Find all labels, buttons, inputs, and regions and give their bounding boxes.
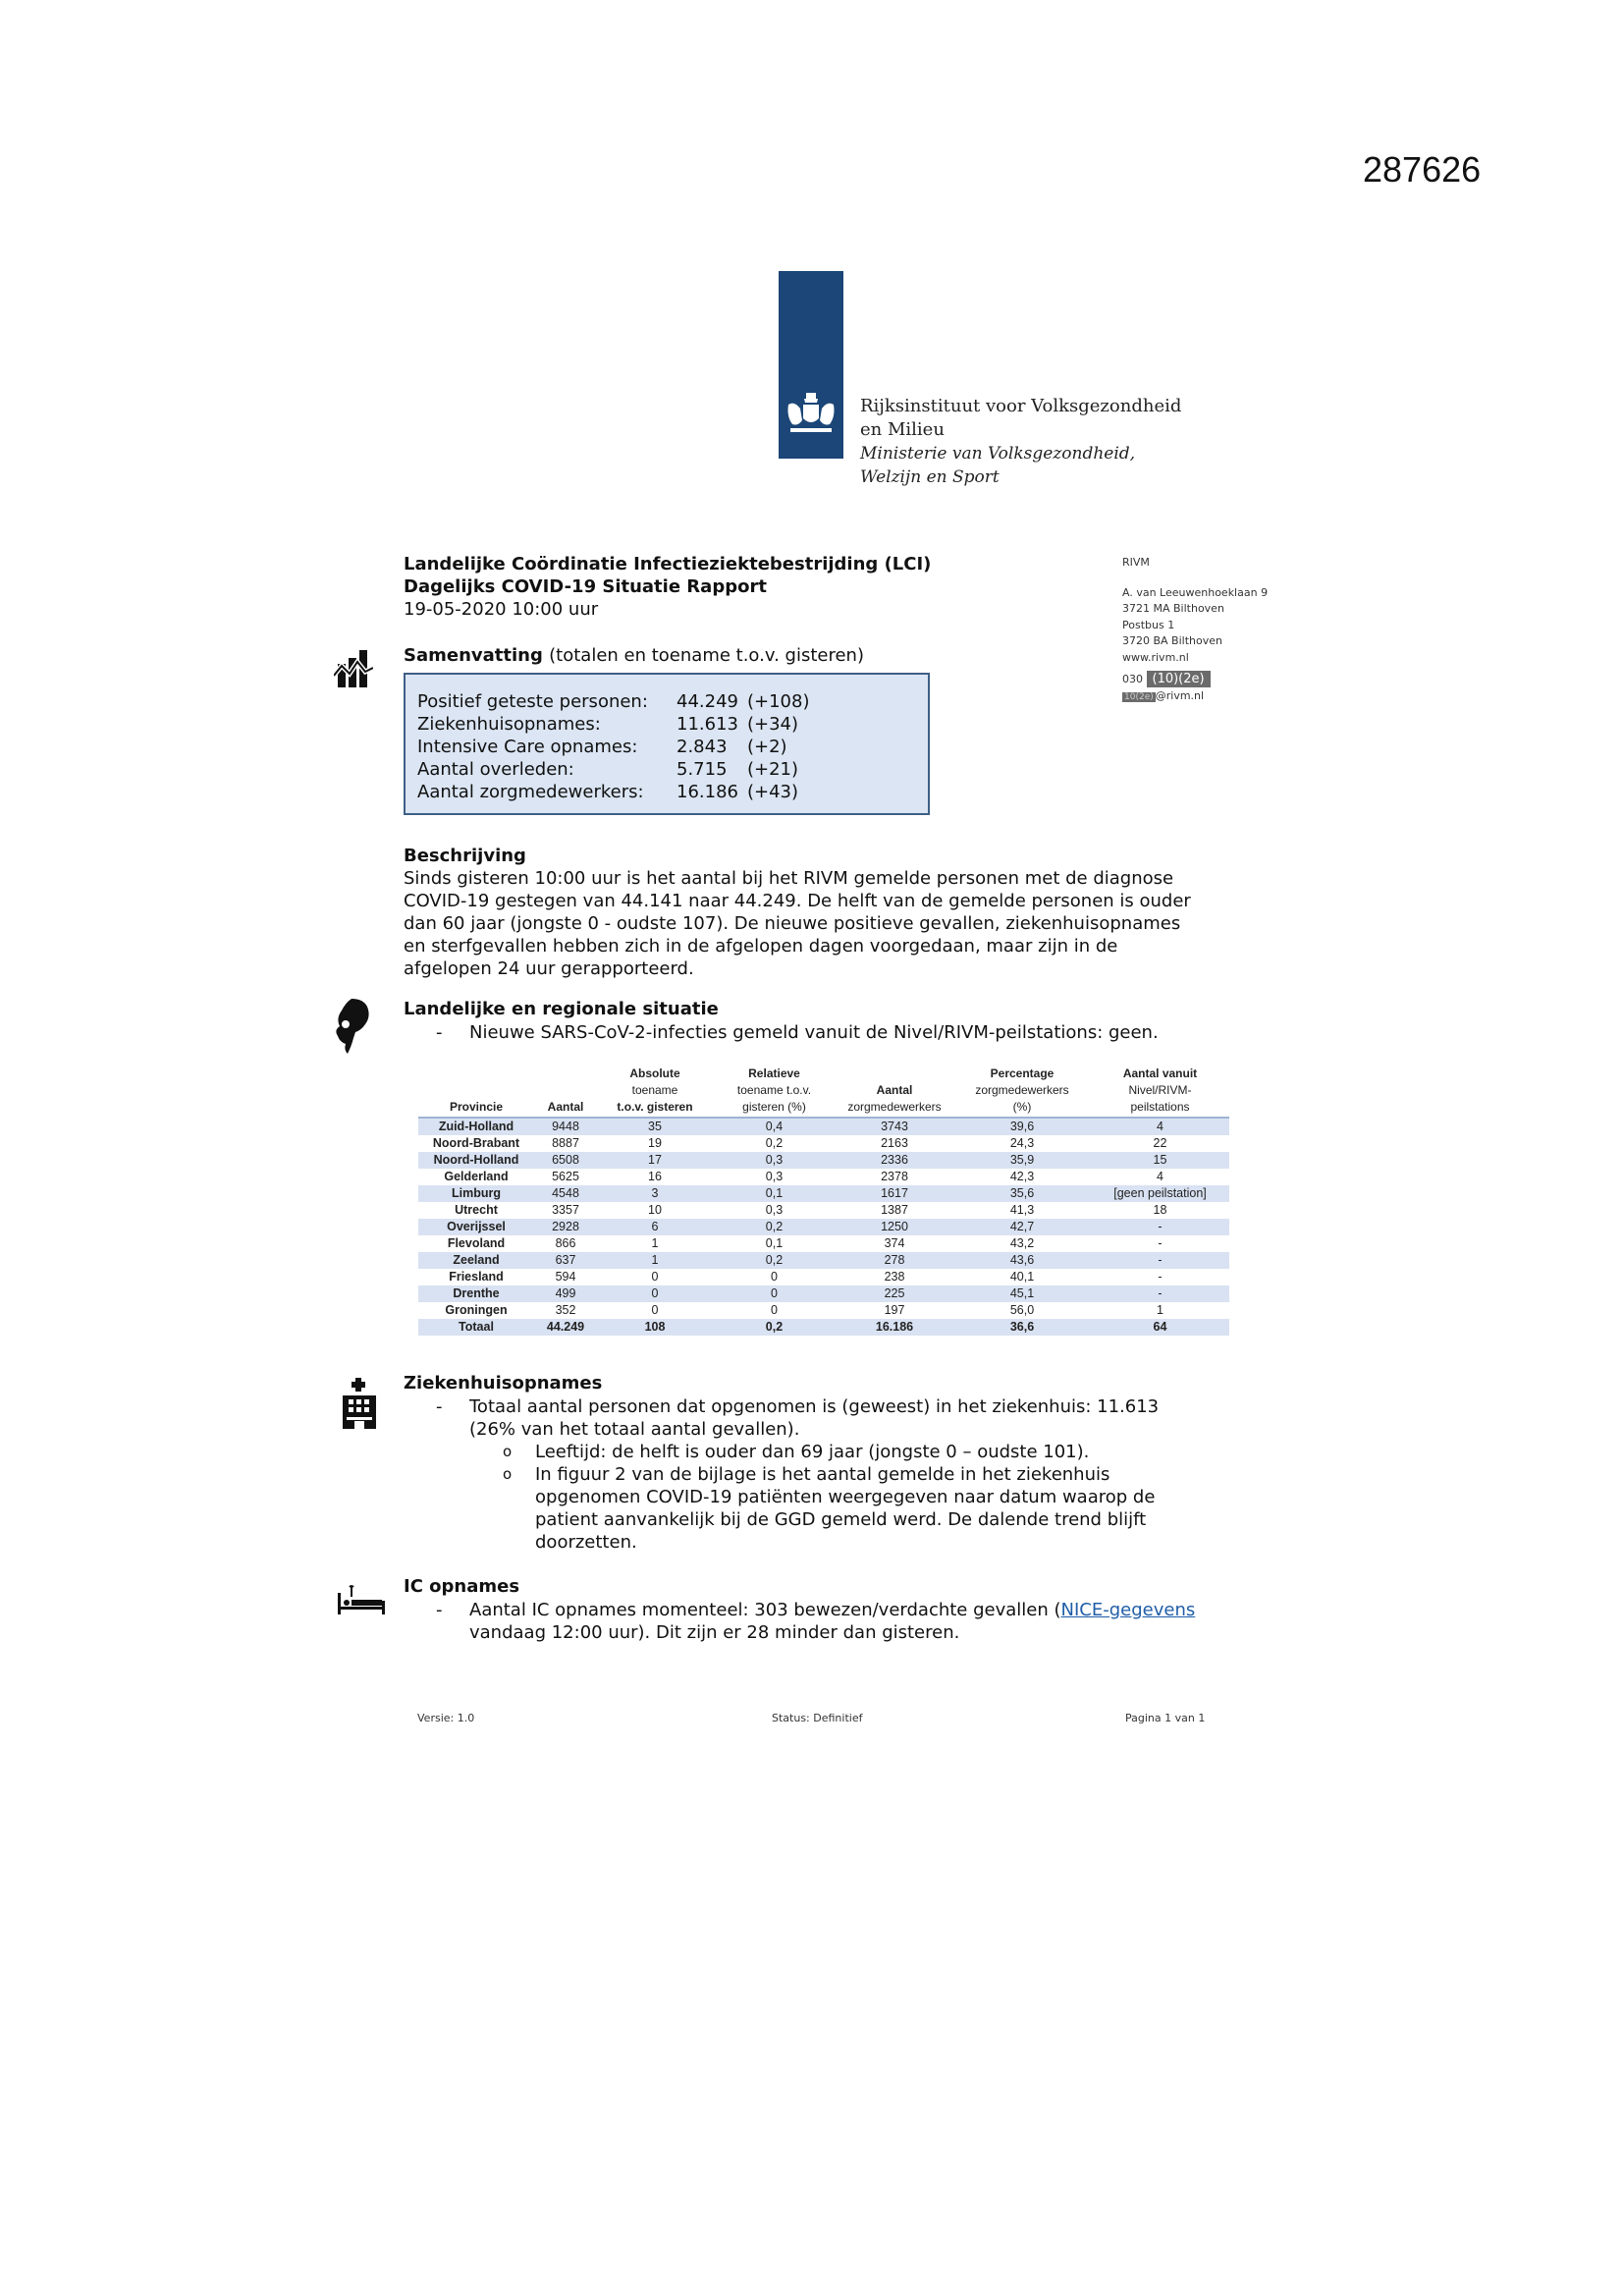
hospital-title: Ziekenhuisopnames [404, 1373, 603, 1394]
table-cell: 0 [771, 1270, 778, 1284]
table-cell: 17 [597, 1152, 713, 1169]
report-datetime: 19-05-2020 10:00 uur [404, 599, 599, 620]
sub-bullet-marker: o [503, 1465, 513, 1483]
table-cell: 2336 [836, 1152, 953, 1169]
table-cell: 43,6 [953, 1252, 1091, 1269]
summary-row-ziekenhuis: Ziekenhuisopnames: 11.613 (+34) [417, 714, 799, 735]
ministry-line-1: Ministerie van Volksgezondheid, [860, 444, 1136, 464]
province-name: Noord-Holland [418, 1152, 534, 1169]
org-line-1: Rijksinstituut voor Volksgezondheid [860, 396, 1182, 416]
province-name: Limburg [418, 1185, 534, 1202]
total-cell: 44.249 [534, 1319, 597, 1336]
table-cell: 637 [534, 1252, 597, 1269]
summary-row-overleden: Aantal overleden: 5.715 (+21) [417, 759, 799, 780]
col-header-absolute: Absolute toename t.o.v. gisteren [597, 1066, 713, 1118]
hospital-building-icon [343, 1378, 376, 1433]
address-block [1122, 555, 1268, 705]
hospital-bed-icon [338, 1585, 385, 1618]
netherlands-map-icon [332, 997, 371, 1060]
table-row [418, 1219, 1229, 1235]
table-cell: 41,3 [1009, 1203, 1035, 1217]
table-row [418, 1118, 1229, 1135]
table-cell: 0 [597, 1285, 713, 1302]
table-row [418, 1285, 1229, 1302]
summary-title: Samenvatting (totalen en toename t.o.v. gisteren) [404, 645, 864, 666]
table-cell: 4 [1091, 1118, 1229, 1135]
table-cell: 6 [597, 1219, 713, 1235]
ministry-line-2: Welzijn en Sport [860, 467, 1000, 487]
table-cell: 0 [771, 1303, 778, 1317]
table-cell: 1 [1157, 1303, 1163, 1317]
table-cell: 866 [555, 1236, 576, 1250]
regional-bullet: - [436, 1022, 443, 1043]
table-cell: 0,3 [765, 1170, 784, 1183]
table-row [418, 1202, 1229, 1219]
table-cell: 0,2 [713, 1219, 836, 1235]
email-redaction: 10(2e) [1124, 691, 1154, 702]
table-cell: 0,3 [713, 1152, 836, 1169]
province-name: Drenthe [418, 1285, 534, 1302]
col-header-relatieve: Relatieve toename t.o.v. gisteren (%) [713, 1066, 836, 1118]
table-cell: 4548 [534, 1185, 597, 1202]
table-cell: 9448 [534, 1118, 597, 1135]
regional-bullet-text: Nieuwe SARS-CoV-2-infecties gemeld vanuit de Nivel/RIVM-peilstations: geen. [469, 1022, 1159, 1043]
bullet-dash: - [436, 1600, 443, 1620]
table-cell: 15 [1091, 1152, 1229, 1169]
description-line: Sinds gisteren 10:00 uur is het aantal bij het RIVM gemelde personen met de diagnose [404, 868, 1174, 889]
address-email: 10(2e) @rivm.nl [1124, 688, 1205, 702]
province-name: Friesland [449, 1270, 504, 1284]
table-cell: 4 [1157, 1170, 1163, 1183]
col-header-percentage: Percentage zorgmedewerkers (%) [953, 1066, 1091, 1118]
table-cell: 40,1 [1009, 1270, 1035, 1284]
description-line: afgelopen 24 uur gerapporteerd. [404, 958, 694, 979]
table-cell: 197 [884, 1303, 905, 1317]
province-name: Utrecht [455, 1203, 498, 1217]
table-cell: 2378 [881, 1170, 908, 1183]
table-cell: 2928 [534, 1219, 597, 1235]
description-title: Beschrijving [404, 846, 526, 866]
total-cell: 108 [597, 1319, 713, 1336]
table-header-row [418, 1066, 1229, 1118]
table-cell: 8887 [552, 1136, 579, 1150]
address-city: 3721 MA Bilthoven [1122, 602, 1224, 615]
table-cell: 0,2 [765, 1136, 784, 1150]
table-cell: 16 [648, 1170, 662, 1183]
summary-row-positief: Positief geteste personen: 44.249 (+108) [417, 691, 810, 712]
province-name: Groningen [445, 1303, 508, 1317]
table-cell: - [1158, 1270, 1163, 1284]
table-cell: 0,1 [765, 1236, 784, 1250]
total-cell: 0,2 [713, 1319, 836, 1336]
table-cell: 42,7 [953, 1219, 1091, 1235]
table-cell: 0 [651, 1270, 659, 1284]
footer-page: Pagina 1 van 1 [1125, 1712, 1206, 1724]
organization-name [860, 395, 1181, 489]
nice-gegevens-link[interactable]: NICE-gegevens [1060, 1600, 1196, 1620]
table-cell: 0,4 [713, 1118, 836, 1135]
table-cell: 3743 [836, 1118, 953, 1135]
table-cell: 24,3 [1009, 1136, 1035, 1150]
province-name: Flevoland [447, 1236, 506, 1250]
address-street: A. van Leeuwenhoeklaan 9 [1122, 585, 1269, 599]
address-org: RIVM [1122, 556, 1150, 569]
table-cell: 42,3 [1009, 1170, 1035, 1183]
phone-redaction: (10)(2e) [1147, 671, 1211, 687]
table-cell: [geen peilstation] [1091, 1185, 1229, 1202]
table-cell: 35,9 [953, 1152, 1091, 1169]
table-cell: 22 [1153, 1136, 1167, 1150]
hospital-sub-bullet-figure: In figuur 2 van de bijlage is het aantal gemelde in het ziekenhuis opgenomen COVID-19 patiënten weergegeven naar datum waarop de patient aanvankelijk bij de GGD gemeld werd. De dalende trend blijft doorzetten. [535, 1464, 1156, 1553]
table-cell: - [1091, 1252, 1229, 1269]
hospital-sub-bullet-age: Leeftijd: de helft is ouder dan 69 jaar (jongste 0 – oudste 101). [535, 1442, 1090, 1462]
table-cell: 278 [836, 1252, 953, 1269]
province-name: Overijssel [418, 1219, 534, 1235]
document-number: 287626 [1363, 149, 1482, 190]
footer-status: Status: Definitief [772, 1712, 863, 1724]
address-website: www.rivm.nl [1122, 650, 1189, 664]
col-header-provincie: Provincie [418, 1066, 534, 1118]
hospital-bullet: Totaal aantal personen dat opgenomen is (geweest) in het ziekenhuis: 11.613 (26% van het totaal aantal gevallen). [469, 1396, 1160, 1440]
table-cell: 35,6 [953, 1185, 1091, 1202]
table-cell: 0,3 [765, 1203, 784, 1217]
table-cell: - [1091, 1219, 1229, 1235]
province-name: Zuid-Holland [418, 1118, 534, 1135]
table-cell: - [1091, 1285, 1229, 1302]
address-postcity: 3720 BA Bilthoven [1122, 634, 1222, 647]
table-cell: 6508 [534, 1152, 597, 1169]
table-cell: 45,1 [953, 1285, 1091, 1302]
ic-bullet: Aantal IC opnames momenteel: 303 bewezen/verdachte gevallen (NICE-gegevens vandaag 12:00 uur). Dit zijn er 28 minder dan gisteren. [469, 1600, 1196, 1643]
org-line-2: en Milieu [860, 419, 945, 440]
table-cell: 1617 [836, 1185, 953, 1202]
table-cell: 19 [648, 1136, 662, 1150]
table-row [418, 1185, 1229, 1202]
table-row [418, 1135, 1229, 1152]
table-total-row [418, 1319, 1229, 1336]
summary-box [404, 673, 930, 815]
province-table [418, 1066, 1229, 1336]
table-cell: 39,6 [953, 1118, 1091, 1135]
table-cell: - [1158, 1236, 1163, 1250]
address-postbus: Postbus 1 [1122, 618, 1175, 631]
table-cell: 238 [884, 1270, 905, 1284]
table-row [418, 1302, 1229, 1319]
province-name: Gelderland [444, 1170, 509, 1183]
col-header-zorgmedewerkers: Aantal zorgmedewerkers [836, 1066, 953, 1118]
table-cell: 0,1 [713, 1185, 836, 1202]
table-row [418, 1269, 1229, 1285]
address-phone: 030 (10)(2e) [1122, 672, 1268, 688]
total-label: Totaal [418, 1319, 534, 1336]
total-cell: 16.186 [836, 1319, 953, 1336]
col-header-peilstations: Aantal vanuit Nivel/RIVM- peilstations [1091, 1066, 1229, 1118]
chart-trend-icon [334, 650, 373, 691]
table-cell: 1387 [881, 1203, 908, 1217]
bullet-dash: - [436, 1396, 443, 1417]
table-cell: 374 [884, 1236, 905, 1250]
total-cell: 64 [1091, 1319, 1229, 1336]
table-cell: 0,2 [713, 1252, 836, 1269]
ic-title: IC opnames [404, 1576, 520, 1597]
table-cell: 225 [836, 1285, 953, 1302]
table-cell: 56,0 [1009, 1303, 1035, 1317]
table-cell: 352 [555, 1303, 576, 1317]
table-cell: 2163 [881, 1136, 908, 1150]
table-cell: 0 [651, 1303, 659, 1317]
total-cell: 36,6 [953, 1319, 1091, 1336]
table-cell: 499 [534, 1285, 597, 1302]
province-name: Noord-Brabant [432, 1136, 520, 1150]
regional-title: Landelijke en regionale situatie [404, 999, 719, 1019]
table-cell: 3357 [552, 1203, 579, 1217]
table-cell: 0 [713, 1285, 836, 1302]
table-cell: 594 [555, 1270, 576, 1284]
footer-version: Versie: 1.0 [417, 1712, 475, 1724]
summary-row-zorgmedewerkers: Aantal zorgmedewerkers: 16.186 (+43) [417, 782, 799, 802]
table-cell: 43,2 [1009, 1236, 1035, 1250]
province-name: Zeeland [418, 1252, 534, 1269]
table-row [418, 1235, 1229, 1252]
summary-subtitle: (totalen en toename t.o.v. gisteren) [549, 645, 864, 666]
table-row [418, 1252, 1229, 1269]
table-row [418, 1169, 1229, 1185]
table-row [418, 1152, 1229, 1169]
table-cell: 1250 [836, 1219, 953, 1235]
table-cell: 10 [648, 1203, 662, 1217]
sub-bullet-marker: o [503, 1443, 513, 1460]
table-cell: 18 [1153, 1203, 1167, 1217]
report-header [404, 553, 931, 621]
table-cell: 3 [597, 1185, 713, 1202]
report-title: Dagelijks COVID-19 Situatie Rapport [404, 576, 767, 597]
summary-row-ic: Intensive Care opnames: 2.843 (+2) [417, 737, 787, 757]
description-line: COVID-19 gestegen van 44.141 naar 44.249. De helft van de gemelde personen is ouder [404, 891, 1191, 911]
col-header-aantal: Aantal [534, 1066, 597, 1118]
table-cell: 5625 [552, 1170, 579, 1183]
rijksoverheid-logo-bar [779, 271, 843, 459]
description-line: en sterfgevallen hebben zich in de afgelopen dagen voorgedaan, maar zijn in de [404, 936, 1118, 957]
description-section [404, 845, 1191, 980]
table-cell: 1 [597, 1252, 713, 1269]
table-cell: 1 [651, 1236, 659, 1250]
report-title-lci: Landelijke Coördinatie Infectieziektebestrijding (LCI) [404, 554, 932, 574]
coat-of-arms-icon [784, 391, 838, 450]
table-cell: 35 [597, 1118, 713, 1135]
description-line: dan 60 jaar (jongste 0 - oudste 107). De nieuwe positieve gevallen, ziekenhuisopnames [404, 913, 1181, 934]
